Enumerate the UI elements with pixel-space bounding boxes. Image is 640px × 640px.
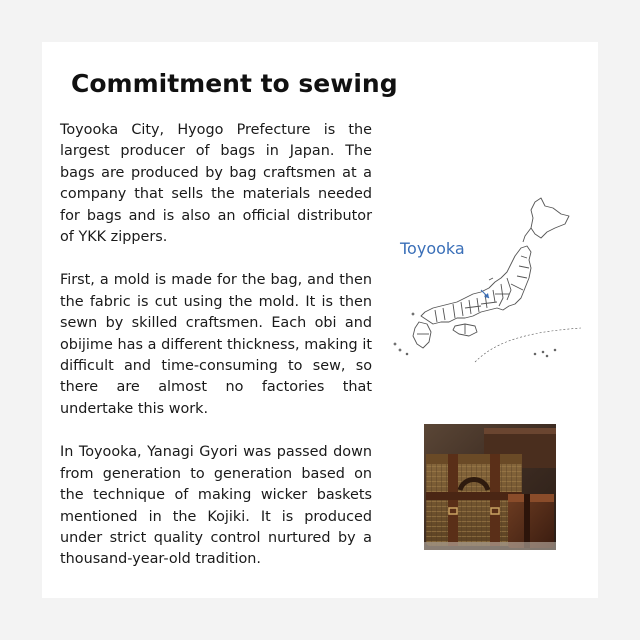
paragraph-3: In Toyooka, Yanagi Gyori was passed down from generation to generation based on the technique of making wicker baskets mentioned in the Kojiki. It is produced under strict quality control nurtured by a thousand-year-old tradition. <box>60 444 372 568</box>
bags-photo-image <box>424 424 556 550</box>
content-card <box>42 42 598 598</box>
body-text <box>60 120 372 593</box>
paragraph-2: First, a mold is made for the bag, and then the fabric is cut using the mold. It is then sewn by skilled craftsmen. Each obi and obijime has a different thickness, making it difficult and time-consuming to sew, so there are almost no factories that undertake this work. <box>60 272 372 417</box>
toyooka-map-label: Toyooka <box>400 239 465 258</box>
page-title: Commitment to sewing <box>71 69 398 98</box>
japan-map-image <box>385 194 585 364</box>
bag-photo <box>424 424 556 550</box>
paragraph-1: Toyooka City, Hyogo Prefecture is the largest producer of bags in Japan. The bags are produced by bag craftsmen at a company that sells the materials needed for bags and is also an official distributor of YKK zippers. <box>60 122 372 246</box>
